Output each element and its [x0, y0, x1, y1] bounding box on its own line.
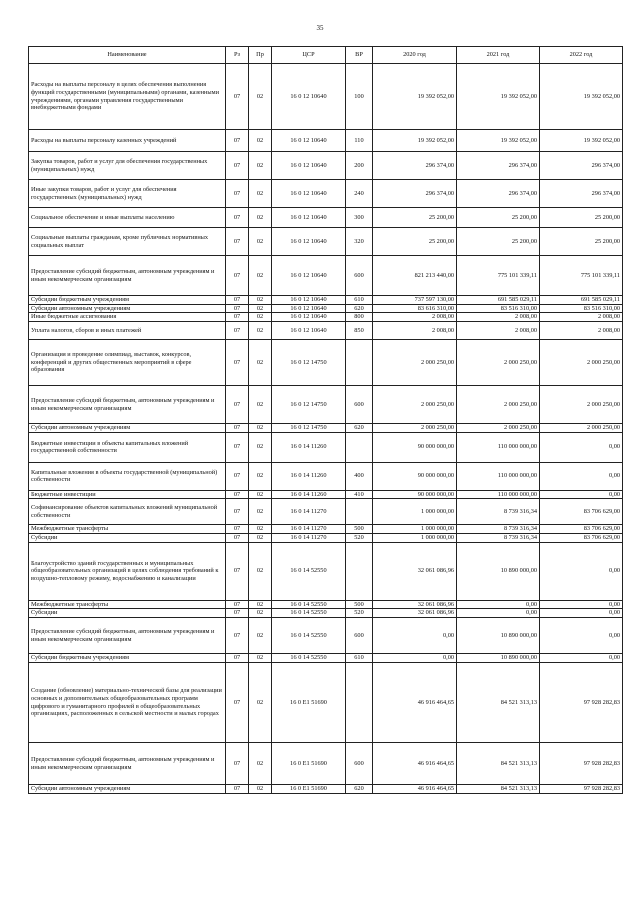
table-row: [29, 499, 623, 525]
row-vr: 600: [346, 386, 373, 424]
row-2022: 19 392 052,00: [540, 130, 623, 152]
row-pr: 02: [249, 386, 272, 424]
row-vr: 600: [346, 743, 373, 785]
header-csr: ЦСР: [272, 47, 346, 64]
table-row: [29, 386, 623, 424]
row-csr: 16 0 12 10640: [272, 304, 346, 313]
header-name: Наименование: [29, 47, 226, 64]
row-2020: 2 000 250,00: [373, 424, 457, 433]
row-rz: 07: [226, 304, 249, 313]
row-csr: 16 0 12 10640: [272, 322, 346, 340]
row-2020: 32 061 086,96: [373, 600, 457, 609]
row-csr: 16 0 12 10640: [272, 180, 346, 208]
row-rz: 07: [226, 600, 249, 609]
row-pr: 02: [249, 743, 272, 785]
row-pr: 02: [249, 490, 272, 499]
table-row: [29, 654, 623, 663]
row-2022: 0,00: [540, 618, 623, 654]
row-csr: 16 0 12 10640: [272, 228, 346, 256]
row-2022: 0,00: [540, 490, 623, 499]
table-row: [29, 304, 623, 313]
row-vr: 520: [346, 534, 373, 543]
row-2020: 19 392 052,00: [373, 64, 457, 130]
row-name: Субсидии автономным учреждениям: [29, 785, 226, 794]
header-2021: 2021 год: [457, 47, 540, 64]
row-2021: 10 890 000,00: [457, 654, 540, 663]
row-2020: 821 213 440,00: [373, 256, 457, 296]
row-2020: 25 200,00: [373, 208, 457, 228]
row-2021: 84 521 313,13: [457, 785, 540, 794]
table-row: [29, 490, 623, 499]
row-2022: 2 008,00: [540, 322, 623, 340]
table-row: [29, 462, 623, 490]
row-csr: 16 0 12 10640: [272, 208, 346, 228]
row-2022: 691 585 029,11: [540, 296, 623, 305]
row-pr: 02: [249, 256, 272, 296]
row-rz: 07: [226, 152, 249, 180]
row-name: Межбюджетные трансферты: [29, 525, 226, 534]
row-csr: 16 0 12 10640: [272, 313, 346, 322]
row-2021: 83 516 310,00: [457, 304, 540, 313]
row-2022: 0,00: [540, 432, 623, 462]
row-name: Благоустройство зданий государственных и муниципальных общеобразовательных организаций в целях соблюдения требований к воздушно-тепловому режиму, водоснабжению и канализации: [29, 542, 226, 600]
row-pr: 02: [249, 424, 272, 433]
row-name: Иные бюджетные ассигнования: [29, 313, 226, 322]
row-csr: 16 0 12 10640: [272, 130, 346, 152]
row-2020: 1 000 000,00: [373, 525, 457, 534]
row-rz: 07: [226, 228, 249, 256]
row-pr: 02: [249, 663, 272, 743]
row-2021: 25 200,00: [457, 228, 540, 256]
row-2020: 46 916 464,65: [373, 743, 457, 785]
row-rz: 07: [226, 208, 249, 228]
row-csr: 16 0 14 11270: [272, 499, 346, 525]
row-rz: 07: [226, 534, 249, 543]
row-rz: 07: [226, 525, 249, 534]
row-name: Субсидии бюджетным учреждениям: [29, 296, 226, 305]
row-2021: 19 392 052,00: [457, 130, 540, 152]
row-vr: 400: [346, 462, 373, 490]
row-pr: 02: [249, 600, 272, 609]
table-row: [29, 534, 623, 543]
row-pr: 02: [249, 542, 272, 600]
row-name: Капитальные вложения в объекты государственной (муниципальной) собственности: [29, 462, 226, 490]
row-2022: 0,00: [540, 654, 623, 663]
budget-table: [28, 46, 623, 794]
row-rz: 07: [226, 462, 249, 490]
row-csr: 16 0 12 14750: [272, 424, 346, 433]
row-vr: 620: [346, 304, 373, 313]
row-2021: 25 200,00: [457, 208, 540, 228]
row-2022: 0,00: [540, 542, 623, 600]
row-rz: 07: [226, 654, 249, 663]
row-vr: 610: [346, 296, 373, 305]
row-pr: 02: [249, 432, 272, 462]
table-row: [29, 609, 623, 618]
row-2021: 110 000 000,00: [457, 490, 540, 499]
row-2021: 8 739 316,34: [457, 499, 540, 525]
row-vr: 110: [346, 130, 373, 152]
header-pr: Пр: [249, 47, 272, 64]
row-2020: 2 008,00: [373, 322, 457, 340]
row-name: Субсидии автономным учреждениям: [29, 304, 226, 313]
row-vr: 620: [346, 785, 373, 794]
row-rz: 07: [226, 542, 249, 600]
row-name: Закупка товаров, работ и услуг для обеспечения государственных (муниципальных) нужд: [29, 152, 226, 180]
row-rz: 07: [226, 490, 249, 499]
row-csr: 16 0 14 11260: [272, 490, 346, 499]
row-pr: 02: [249, 180, 272, 208]
table-row: [29, 340, 623, 386]
row-rz: 07: [226, 386, 249, 424]
row-name: Предоставление субсидий бюджетным, автономным учреждениям и иным некоммерческим организациям: [29, 743, 226, 785]
row-2022: 2 000 250,00: [540, 424, 623, 433]
row-vr: [346, 432, 373, 462]
row-2020: 1 000 000,00: [373, 499, 457, 525]
row-2022: 83 706 629,00: [540, 525, 623, 534]
row-2020: 296 374,00: [373, 152, 457, 180]
table-header-row: [29, 47, 623, 64]
row-csr: 16 0 E1 51690: [272, 743, 346, 785]
row-name: Бюджетные инвестиции: [29, 490, 226, 499]
row-csr: 16 0 12 10640: [272, 296, 346, 305]
row-csr: 16 0 E1 51690: [272, 663, 346, 743]
row-2020: 83 616 310,00: [373, 304, 457, 313]
row-2020: 2 008,00: [373, 313, 457, 322]
row-pr: 02: [249, 618, 272, 654]
row-2021: 0,00: [457, 600, 540, 609]
row-name: Организация и проведение олимпиад, выставок, конкурсов, конференций и других общественных мероприятий в сфере образования: [29, 340, 226, 386]
row-name: Субсидии: [29, 534, 226, 543]
row-name: Расходы на выплаты персоналу казенных учреждений: [29, 130, 226, 152]
row-2020: 296 374,00: [373, 180, 457, 208]
row-2020: 25 200,00: [373, 228, 457, 256]
row-2021: 691 585 029,11: [457, 296, 540, 305]
table-row: [29, 228, 623, 256]
row-2021: 2 000 250,00: [457, 386, 540, 424]
row-rz: 07: [226, 499, 249, 525]
row-2021: 8 739 316,34: [457, 525, 540, 534]
row-2022: 25 200,00: [540, 208, 623, 228]
row-pr: 02: [249, 64, 272, 130]
row-pr: 02: [249, 462, 272, 490]
row-name: Предоставление субсидий бюджетным, автономным учреждениям и иным некоммерческим организациям: [29, 256, 226, 296]
row-csr: 16 0 12 14750: [272, 386, 346, 424]
row-vr: 300: [346, 208, 373, 228]
row-vr: 620: [346, 424, 373, 433]
table-row: [29, 130, 623, 152]
row-vr: 100: [346, 64, 373, 130]
table-row: [29, 663, 623, 743]
row-pr: 02: [249, 534, 272, 543]
header-rz: Рз: [226, 47, 249, 64]
table-row: [29, 64, 623, 130]
row-2022: 83 516 310,00: [540, 304, 623, 313]
table-row: [29, 525, 623, 534]
row-rz: 07: [226, 663, 249, 743]
row-pr: 02: [249, 152, 272, 180]
row-2022: 775 101 339,11: [540, 256, 623, 296]
table-row: [29, 785, 623, 794]
row-2020: 0,00: [373, 654, 457, 663]
row-csr: 16 0 14 52550: [272, 654, 346, 663]
row-2021: 84 521 313,13: [457, 663, 540, 743]
header-vr: ВР: [346, 47, 373, 64]
table-row: [29, 618, 623, 654]
row-pr: 02: [249, 340, 272, 386]
row-2022: 25 200,00: [540, 228, 623, 256]
row-name: Межбюджетные трансферты: [29, 600, 226, 609]
row-rz: 07: [226, 64, 249, 130]
row-vr: [346, 542, 373, 600]
row-pr: 02: [249, 313, 272, 322]
row-2021: 0,00: [457, 609, 540, 618]
row-rz: 07: [226, 296, 249, 305]
row-csr: 16 0 14 52550: [272, 600, 346, 609]
row-2020: 2 000 250,00: [373, 340, 457, 386]
row-rz: 07: [226, 322, 249, 340]
row-rz: 07: [226, 180, 249, 208]
row-vr: 500: [346, 600, 373, 609]
table-row: [29, 432, 623, 462]
row-vr: 610: [346, 654, 373, 663]
row-rz: 07: [226, 313, 249, 322]
row-csr: 16 0 14 11260: [272, 432, 346, 462]
table-row: [29, 542, 623, 600]
page-number: 35: [316, 24, 324, 32]
row-2020: 46 916 464,65: [373, 663, 457, 743]
row-vr: 410: [346, 490, 373, 499]
row-2021: 110 000 000,00: [457, 432, 540, 462]
row-2020: 19 392 052,00: [373, 130, 457, 152]
row-2022: 83 706 629,00: [540, 499, 623, 525]
row-pr: 02: [249, 322, 272, 340]
row-vr: 320: [346, 228, 373, 256]
row-2022: 97 928 282,83: [540, 743, 623, 785]
row-csr: 16 0 14 52550: [272, 609, 346, 618]
row-vr: [346, 340, 373, 386]
row-csr: 16 0 14 11270: [272, 525, 346, 534]
row-2020: 90 000 000,00: [373, 490, 457, 499]
row-pr: 02: [249, 130, 272, 152]
row-vr: 520: [346, 609, 373, 618]
row-2020: 90 000 000,00: [373, 432, 457, 462]
header-2020: 2020 год: [373, 47, 457, 64]
table-row: [29, 180, 623, 208]
row-csr: 16 0 14 52550: [272, 542, 346, 600]
row-vr: 600: [346, 618, 373, 654]
table-row: [29, 743, 623, 785]
row-2022: 97 928 282,83: [540, 785, 623, 794]
row-name: Предоставление субсидий бюджетным, автономным учреждениям и иным некоммерческим организациям: [29, 386, 226, 424]
row-2021: 2 000 250,00: [457, 424, 540, 433]
row-2020: 32 061 086,96: [373, 609, 457, 618]
table-row: [29, 152, 623, 180]
row-2021: 110 000 000,00: [457, 462, 540, 490]
row-2020: 46 916 464,65: [373, 785, 457, 794]
row-vr: [346, 499, 373, 525]
row-name: Создание (обновление) материально-технической базы для реализации основных и дополнительных общеобразовательных программ цифрового и гуманитарного профилей в общеобразовательных организациях, расположенных в сельской местности и малых городах: [29, 663, 226, 743]
row-csr: 16 0 E1 51690: [272, 785, 346, 794]
row-pr: 02: [249, 499, 272, 525]
row-vr: 850: [346, 322, 373, 340]
row-2021: 10 890 000,00: [457, 618, 540, 654]
row-2022: 19 392 052,00: [540, 64, 623, 130]
row-pr: 02: [249, 525, 272, 534]
row-2022: 296 374,00: [540, 180, 623, 208]
row-2021: 84 521 313,13: [457, 743, 540, 785]
table-row: [29, 313, 623, 322]
row-pr: 02: [249, 609, 272, 618]
row-2022: 83 706 629,00: [540, 534, 623, 543]
row-vr: [346, 663, 373, 743]
row-2021: 296 374,00: [457, 152, 540, 180]
row-pr: 02: [249, 228, 272, 256]
row-2022: 2 008,00: [540, 313, 623, 322]
row-csr: 16 0 12 10640: [272, 152, 346, 180]
header-2022: 2022 год: [540, 47, 623, 64]
table-row: [29, 208, 623, 228]
row-csr: 16 0 12 10640: [272, 256, 346, 296]
row-rz: 07: [226, 432, 249, 462]
table-row: [29, 296, 623, 305]
row-name: Социальные выплаты гражданам, кроме публичных нормативных социальных выплат: [29, 228, 226, 256]
row-name: Предоставление субсидий бюджетным, автономным учреждениям и иным некоммерческим организациям: [29, 618, 226, 654]
row-2022: 2 000 250,00: [540, 386, 623, 424]
row-2021: 2 008,00: [457, 313, 540, 322]
row-csr: 16 0 12 14750: [272, 340, 346, 386]
row-name: Субсидии бюджетным учреждениям: [29, 654, 226, 663]
table-row: [29, 256, 623, 296]
row-name: Субсидии: [29, 609, 226, 618]
row-rz: 07: [226, 743, 249, 785]
row-rz: 07: [226, 609, 249, 618]
row-name: Софинансирование объектов капитальных вложений муниципальной собственности: [29, 499, 226, 525]
row-name: Уплата налогов, сборов и иных платежей: [29, 322, 226, 340]
table-row: [29, 600, 623, 609]
row-2022: 296 374,00: [540, 152, 623, 180]
row-2022: 0,00: [540, 462, 623, 490]
row-pr: 02: [249, 785, 272, 794]
row-2020: 32 061 086,96: [373, 542, 457, 600]
row-name: Бюджетные инвестиции в объекты капитальных вложений государственной собственности: [29, 432, 226, 462]
row-vr: 600: [346, 256, 373, 296]
row-2021: 2 008,00: [457, 322, 540, 340]
row-csr: 16 0 14 52550: [272, 618, 346, 654]
row-2021: 2 000 250,00: [457, 340, 540, 386]
row-2022: 97 928 282,83: [540, 663, 623, 743]
row-2020: 90 000 000,00: [373, 462, 457, 490]
row-2021: 8 739 316,34: [457, 534, 540, 543]
table-row: [29, 322, 623, 340]
row-rz: 07: [226, 130, 249, 152]
row-2020: 2 000 250,00: [373, 386, 457, 424]
row-2020: 0,00: [373, 618, 457, 654]
row-rz: 07: [226, 618, 249, 654]
row-name: Субсидии автономным учреждениям: [29, 424, 226, 433]
row-vr: 500: [346, 525, 373, 534]
row-csr: 16 0 14 11270: [272, 534, 346, 543]
row-name: Социальное обеспечение и иные выплаты населению: [29, 208, 226, 228]
row-pr: 02: [249, 296, 272, 305]
table-row: [29, 424, 623, 433]
row-2022: 0,00: [540, 600, 623, 609]
row-name: Расходы на выплаты персоналу в целях обеспечения выполнения функций государственными (муниципальными) органами, казенными учреждениями, органами управления государственными внебюджетными фондами: [29, 64, 226, 130]
row-2021: 775 101 339,11: [457, 256, 540, 296]
row-pr: 02: [249, 304, 272, 313]
row-rz: 07: [226, 785, 249, 794]
row-pr: 02: [249, 654, 272, 663]
row-2022: 0,00: [540, 609, 623, 618]
row-name: Иные закупки товаров, работ и услуг для обеспечения государственных (муниципальных) нужд: [29, 180, 226, 208]
row-2022: 2 000 250,00: [540, 340, 623, 386]
row-vr: 240: [346, 180, 373, 208]
row-rz: 07: [226, 256, 249, 296]
row-2020: 737 597 130,00: [373, 296, 457, 305]
row-rz: 07: [226, 424, 249, 433]
row-2021: 19 392 052,00: [457, 64, 540, 130]
row-2021: 296 374,00: [457, 180, 540, 208]
row-vr: 800: [346, 313, 373, 322]
row-csr: 16 0 14 11260: [272, 462, 346, 490]
row-vr: 200: [346, 152, 373, 180]
row-csr: 16 0 12 10640: [272, 64, 346, 130]
row-2021: 10 890 000,00: [457, 542, 540, 600]
row-rz: 07: [226, 340, 249, 386]
row-pr: 02: [249, 208, 272, 228]
row-2020: 1 000 000,00: [373, 534, 457, 543]
